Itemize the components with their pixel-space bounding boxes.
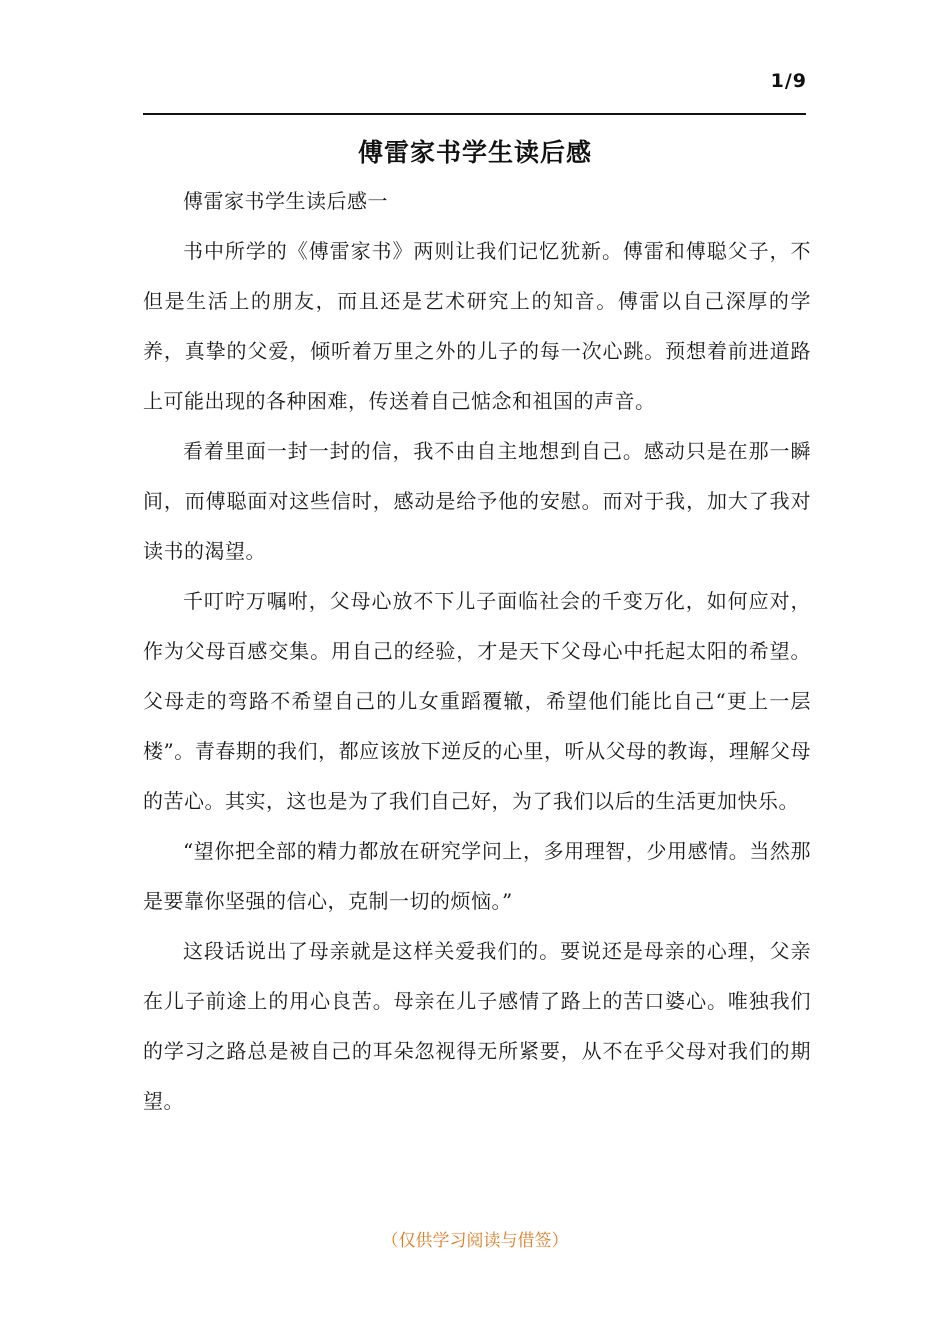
document-title: 傅雷家书学生读后感 [357,138,592,167]
footer-note: （仅供学习阅读与借签） [381,1231,569,1251]
page-number: 1/9 [770,70,807,92]
body-paragraph: 这段话说出了母亲就是这样关爱我们的。要说还是母亲的心理，父亲在儿子前途上的用心良苦。母亲在儿子感情了路上的苦口婆心。唯独我们的学习之路总是被自己的耳朵忽视得无所紧要，从不在乎父母对我们的期望。 [143,939,811,1113]
subtitle-paragraph: 傅雷家书学生读后感一 [183,189,388,213]
body-paragraph: 看着里面一封一封的信，我不由自主地想到自己。感动只是在那一瞬间，而傅聪面对这些信时，感动是给予他的安慰。而对于我，加大了我对读书的渴望。 [143,439,811,563]
header-divider [143,113,806,115]
quote-paragraph: “望你把全部的精力都放在研究学问上，多用理智，少用感情。当然那是要靠你坚强的信心，克制一切的烦恼。” [143,839,811,913]
document-body [143,176,811,1126]
body-paragraph: 书中所学的《傅雷家书》两则让我们记忆犹新。傅雷和傅聪父子，不但是生活上的朋友，而且还是艺术研究上的知音。傅雷以自己深厚的学养，真挚的父爱，倾听着万里之外的儿子的每一次心跳。预想着前进道路上可能出现的各种困难，传送着自己惦念和祖国的声音。 [143,239,811,413]
body-paragraph: 千叮咛万嘱咐，父母心放不下儿子面临社会的千变万化，如何应对，作为父母百感交集。用自己的经验，才是天下父母心中托起太阳的希望。父母走的弯路不希望自己的儿女重蹈覆辙，希望他们能比自己“更上一层楼”。青春期的我们，都应该放下逆反的心里，听从父母的教诲，理解父母的苦心。其实，这也是为了我们自己好，为了我们以后的生活更加快乐。 [143,589,811,813]
